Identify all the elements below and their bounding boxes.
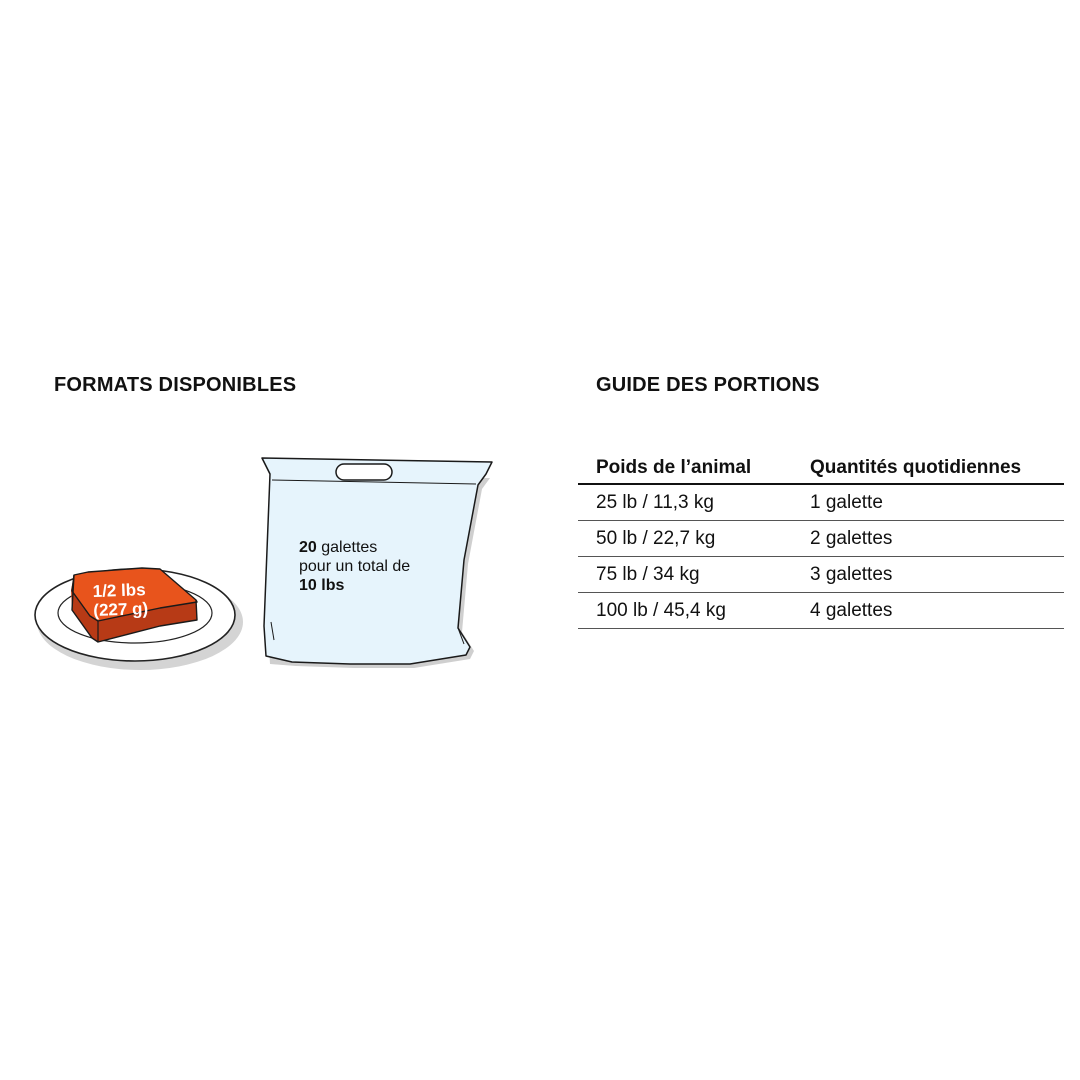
portion-guide-table (578, 452, 1064, 629)
bag-count: 20 (299, 539, 317, 556)
table-row (578, 484, 1064, 521)
table-row (578, 521, 1064, 557)
bag-total-weight: 10 lbs (299, 577, 345, 594)
portion-guide-title: GUIDE DES PORTIONS (596, 374, 820, 396)
plate-and-bag-drawing (30, 450, 500, 690)
animal-weight-cell: 25 lb / 11,3 kg (578, 484, 792, 521)
animal-weight-cell: 75 lb / 34 kg (578, 557, 792, 593)
patty-weight-grams: (227 g) (93, 599, 149, 620)
daily-quantity-cell: 1 galette (792, 484, 1064, 521)
table-row (578, 557, 1064, 593)
patty-weight-label (92, 580, 148, 620)
table-row (578, 593, 1064, 629)
formats-title: FORMATS DISPONIBLES (54, 374, 297, 396)
animal-weight-cell: 100 lb / 45,4 kg (578, 593, 792, 629)
bag-content-label (299, 538, 410, 595)
table-header-row (578, 452, 1064, 484)
daily-quantity-cell: 3 galettes (792, 557, 1064, 593)
header-animal-weight: Poids de l’animal (578, 452, 792, 484)
animal-weight-cell: 50 lb / 22,7 kg (578, 521, 792, 557)
bag-count-suffix: galettes (316, 539, 378, 556)
bag-total-prefix: pour un total de (299, 558, 411, 575)
daily-quantity-cell: 2 galettes (792, 521, 1064, 557)
daily-quantity-cell: 4 galettes (792, 593, 1064, 629)
patty-weight-lbs: 1/2 lbs (92, 580, 146, 601)
header-daily-quantity: Quantités quotidiennes (792, 452, 1064, 484)
formats-illustration (30, 450, 500, 690)
